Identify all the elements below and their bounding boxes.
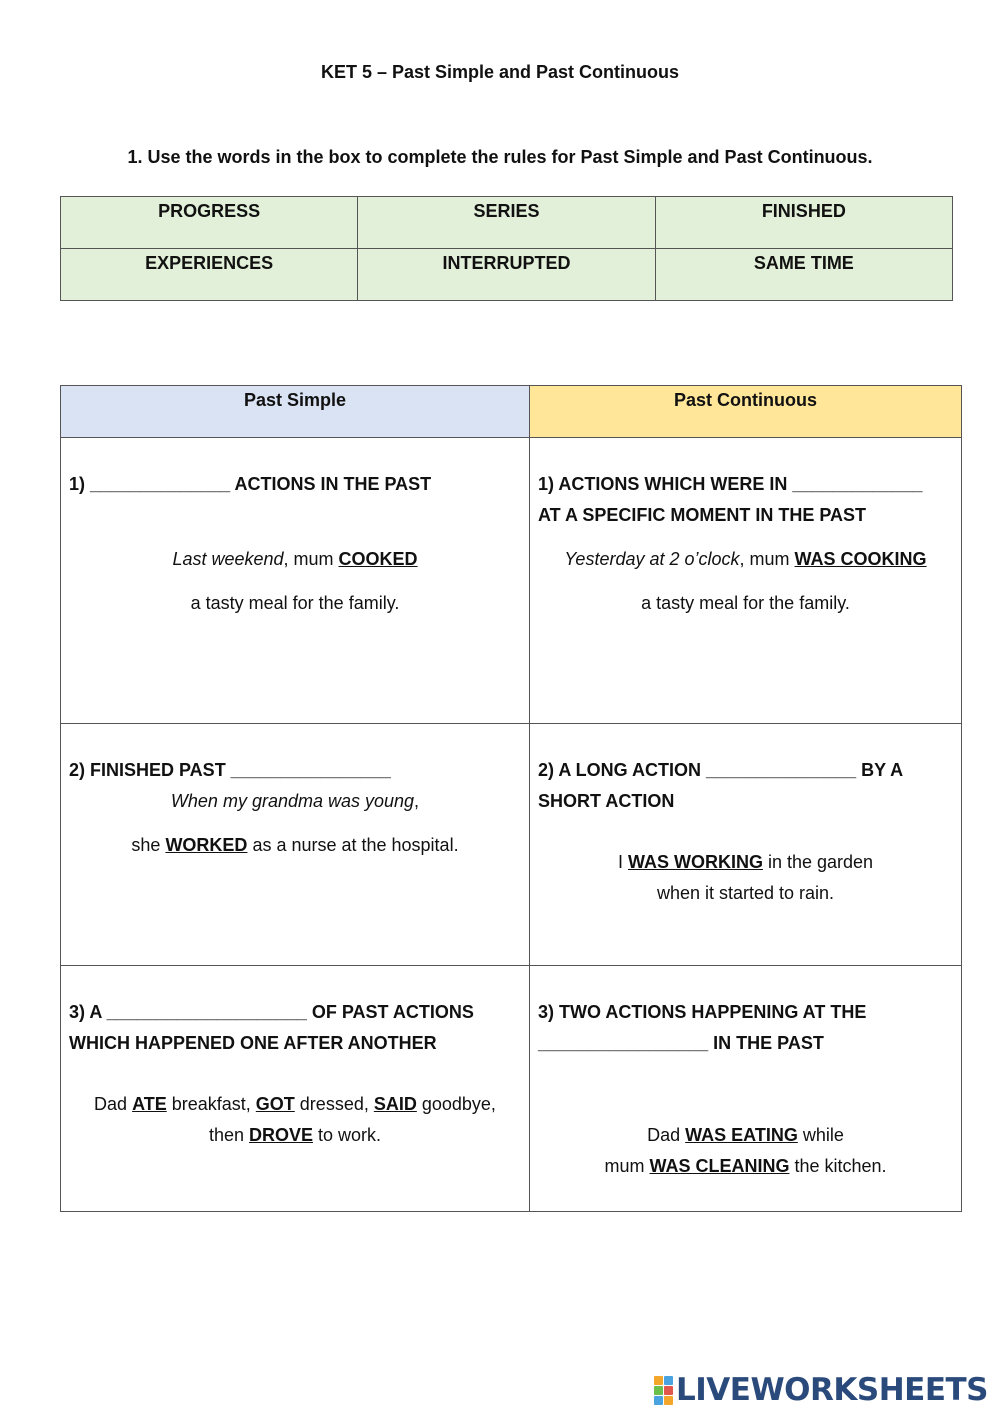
rule-text-line-1: 1) ACTIONS WHICH WERE IN _____________: [538, 474, 923, 494]
word-series: SERIES: [358, 197, 655, 249]
rule-text-line-1: 2) A LONG ACTION _______________ BY A: [538, 760, 904, 780]
past-simple-rule-1: [61, 438, 530, 724]
example-text: to work.: [313, 1125, 382, 1145]
example-line-1: [69, 786, 521, 817]
example-text: goodbye,: [416, 1094, 496, 1114]
example-line-2: when it started to rain.: [656, 883, 835, 903]
word-box-row-2: [61, 249, 953, 301]
instruction-text: 1. Use the words in the box to complete the rules for Past Simple and Past Continuous.: [127, 147, 873, 167]
example-text: Dad: [647, 1125, 686, 1145]
example-text: mum: [604, 1156, 650, 1176]
example-text: as a nurse at the hospital.: [247, 835, 459, 855]
example-verb-was-eating: WAS EATING: [685, 1125, 798, 1145]
example-text: in the garden: [762, 852, 874, 872]
example-line-1: [538, 1120, 953, 1151]
example-text: , mum: [283, 549, 339, 569]
example-text: dressed,: [294, 1094, 374, 1114]
example-verb-was-cleaning: WAS CLEANING: [649, 1156, 790, 1176]
rule-text-line-2: SHORT ACTION: [538, 791, 675, 811]
example-line-2: a tasty meal for the family.: [641, 593, 850, 613]
example-verb-got: GOT: [255, 1094, 295, 1114]
rules-row-3: [61, 966, 962, 1212]
example-sentence: [538, 544, 953, 575]
example-text: Dad: [94, 1094, 133, 1114]
past-continuous-rule-2: [530, 724, 962, 966]
word-box: [60, 196, 953, 301]
rule-text: 1) ______________ ACTIONS IN THE PAST: [69, 474, 432, 494]
example-text: , mum: [739, 549, 795, 569]
example-verb-ate: ATE: [132, 1094, 167, 1114]
word-finished: FINISHED: [655, 197, 952, 249]
example-line-2: a tasty meal for the family.: [190, 593, 400, 613]
example-sentence: [69, 544, 521, 575]
example-line-1: [69, 1089, 521, 1120]
example-verb-drove: DROVE: [249, 1125, 314, 1145]
past-continuous-rule-3: [530, 966, 962, 1212]
rules-row-1: [61, 438, 962, 724]
example-text: she: [131, 835, 166, 855]
past-continuous-rule-1: [530, 438, 962, 724]
example-verb: WAS COOKING: [794, 549, 927, 569]
example-italic: When my grandma was young: [170, 791, 415, 811]
header-past-simple: Past Simple: [61, 386, 530, 438]
example-text: I: [617, 852, 628, 872]
example-italic: Last weekend: [172, 549, 284, 569]
word-progress: PROGRESS: [61, 197, 358, 249]
example-text: while: [797, 1125, 844, 1145]
example-verb: WORKED: [165, 835, 248, 855]
word-experiences: EXPERIENCES: [61, 249, 358, 301]
rule-text-line-1: 3) A ____________________ OF PAST ACTIONS: [69, 1002, 474, 1022]
rule-text-line-1: 3) TWO ACTIONS HAPPENING AT THE: [538, 1002, 867, 1022]
rule-text-line-2: AT A SPECIFIC MOMENT IN THE PAST: [538, 505, 866, 525]
example-line-2: [69, 830, 521, 861]
rule-text-line-2: _________________ IN THE PAST: [538, 1033, 824, 1053]
liveworksheets-logo-icon: [654, 1376, 673, 1405]
example-verb: WAS WORKING: [627, 852, 763, 872]
rule-text: 2) FINISHED PAST ________________: [69, 760, 391, 780]
example-comma: ,: [414, 791, 420, 811]
rules-header-row: [61, 386, 962, 438]
word-same-time: SAME TIME: [655, 249, 952, 301]
logo-text: LIVEWORKSHEETS: [676, 1372, 988, 1408]
rules-row-2: [61, 724, 962, 966]
liveworksheets-logo: [654, 1372, 988, 1408]
example-text: then: [208, 1125, 249, 1145]
example-text: the kitchen.: [789, 1156, 887, 1176]
rule-text-line-2: WHICH HAPPENED ONE AFTER ANOTHER: [69, 1033, 437, 1053]
past-simple-rule-2: [61, 724, 530, 966]
example-italic: Yesterday at 2 o’clock: [564, 549, 740, 569]
example-line-2: [538, 1151, 953, 1182]
example-text: breakfast,: [166, 1094, 256, 1114]
example-verb: COOKED: [338, 549, 418, 569]
example-line-2: [69, 1120, 521, 1151]
rules-table: [60, 385, 962, 1212]
header-past-continuous: Past Continuous: [530, 386, 962, 438]
word-interrupted: INTERRUPTED: [358, 249, 655, 301]
worksheet-title: KET 5 – Past Simple and Past Continuous: [320, 62, 680, 82]
past-simple-rule-3: [61, 966, 530, 1212]
example-line-1: [538, 847, 953, 878]
word-box-row-1: [61, 197, 953, 249]
example-verb-said: SAID: [373, 1094, 417, 1114]
